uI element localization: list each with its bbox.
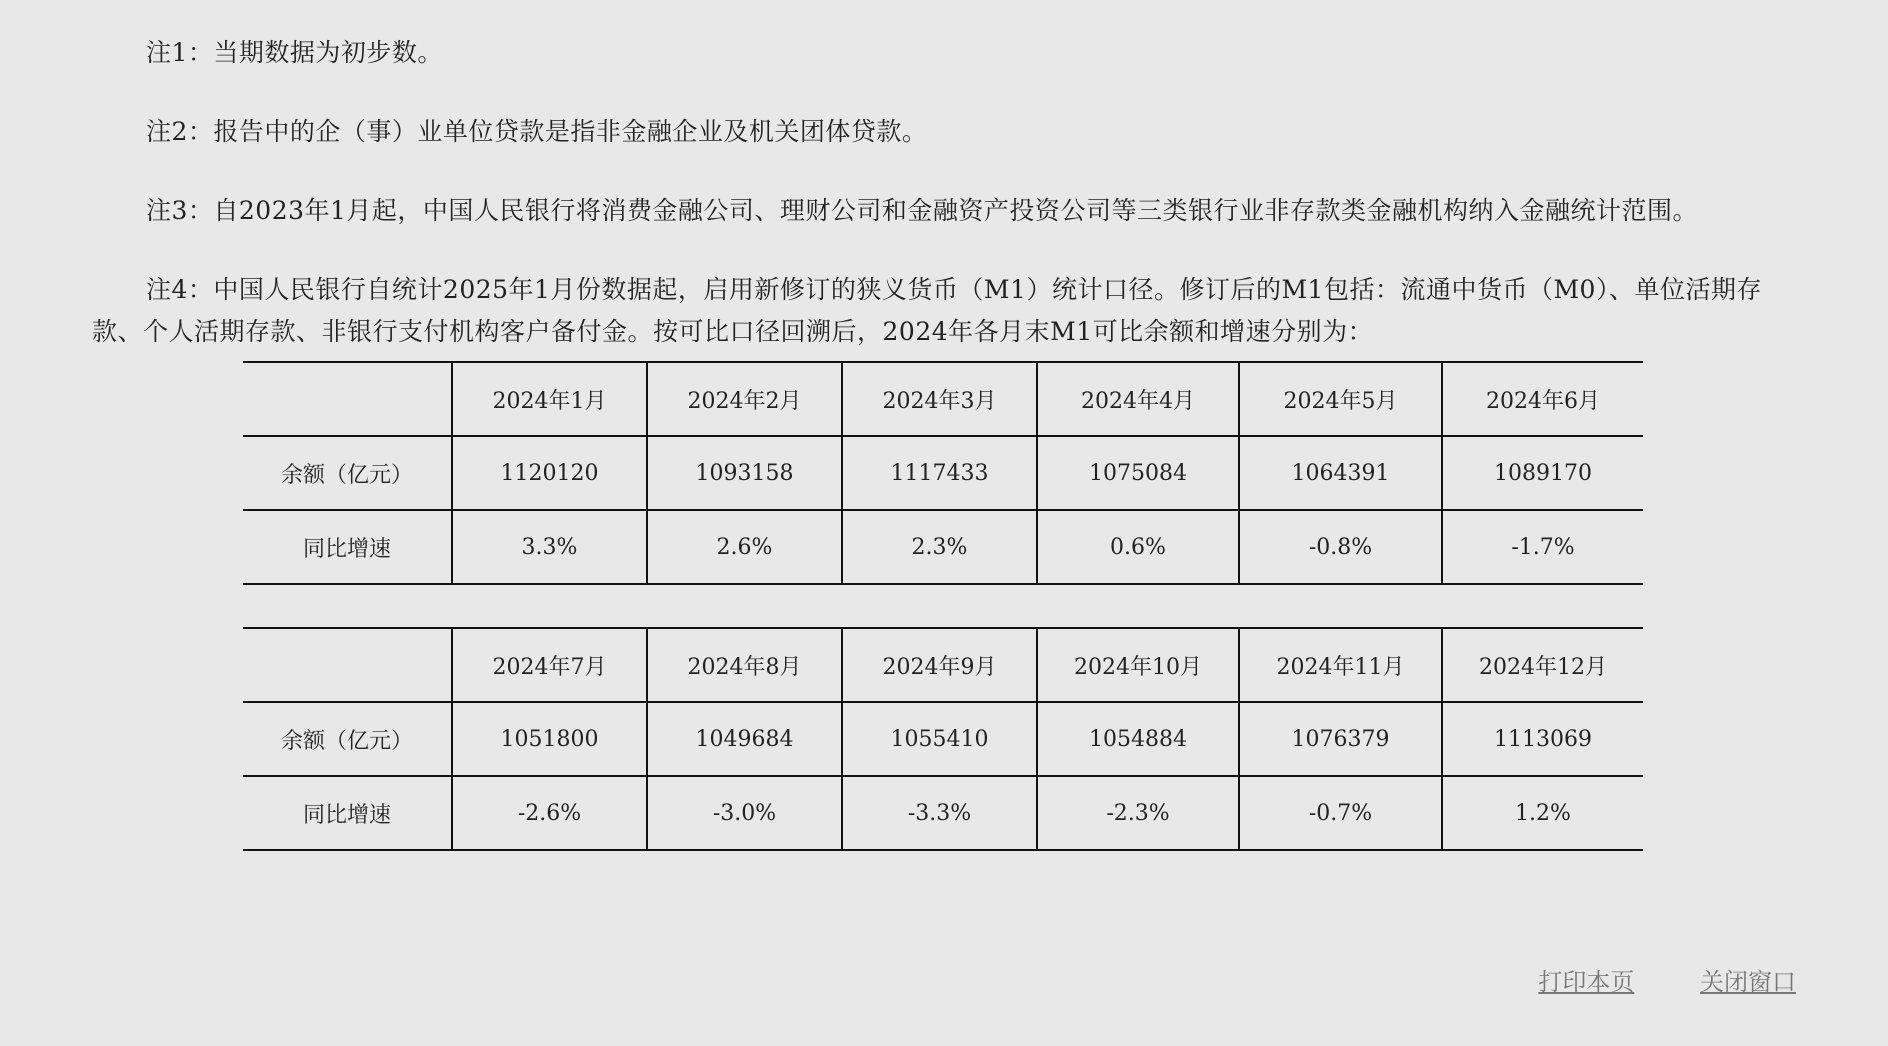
month-header: 2024年3月 (842, 362, 1037, 436)
month-header: 2024年11月 (1239, 628, 1442, 702)
month-header: 2024年12月 (1442, 628, 1643, 702)
balance-cell: 1055410 (842, 702, 1037, 776)
note-1: 注1：当期数据为初步数。 (146, 38, 443, 67)
balance-cell: 1051800 (452, 702, 647, 776)
close-window-link[interactable]: 关闭窗口 (1700, 968, 1796, 996)
row-label: 余额（亿元） (243, 436, 452, 510)
balance-cell: 1117433 (842, 436, 1037, 510)
growth-row (243, 776, 1643, 850)
table-corner-cell (243, 628, 452, 702)
balance-cell: 1075084 (1037, 436, 1239, 510)
note-4: 注4：中国人民银行自统计2025年1月份数据起，启用新修订的狭义货币（M1）统计口径。修订后的M1包括：流通中货币（M0）、单位活期存款、个人活期存款、非银行支付机构客户备付金。按可比口径回溯后，2024年各月末M1可比余额和增速分别为： (92, 275, 1762, 346)
month-header: 2024年5月 (1239, 362, 1442, 436)
month-header: 2024年7月 (452, 628, 647, 702)
balance-cell: 1049684 (647, 702, 842, 776)
growth-cell: -0.7% (1239, 776, 1442, 850)
growth-cell: 2.6% (647, 510, 842, 584)
month-header: 2024年10月 (1037, 628, 1239, 702)
balance-row (243, 702, 1643, 776)
growth-cell: 2.3% (842, 510, 1037, 584)
growth-cell: 3.3% (452, 510, 647, 584)
table-header-row (243, 362, 1643, 436)
row-label: 余额（亿元） (243, 702, 452, 776)
growth-cell: -1.7% (1442, 510, 1643, 584)
note-3: 注3：自2023年1月起，中国人民银行将消费金融公司、理财公司和金融资产投资公司等三类银行业非存款类金融机构纳入金融统计范围。 (146, 196, 1698, 225)
month-header: 2024年6月 (1442, 362, 1643, 436)
balance-cell: 1113069 (1442, 702, 1643, 776)
month-header: 2024年1月 (452, 362, 647, 436)
balance-cell: 1064391 (1239, 436, 1442, 510)
balance-cell: 1054884 (1037, 702, 1239, 776)
month-header: 2024年2月 (647, 362, 842, 436)
row-label: 同比增速 (243, 510, 452, 584)
print-page-link[interactable]: 打印本页 (1538, 968, 1635, 996)
row-label: 同比增速 (243, 776, 452, 850)
growth-row (243, 510, 1643, 584)
balance-row (243, 436, 1643, 510)
balance-cell: 1120120 (452, 436, 647, 510)
page-actions (1480, 962, 1796, 997)
note-2: 注2：报告中的企（事）业单位贷款是指非金融企业及机关团体贷款。 (146, 117, 928, 146)
table-header-row (243, 628, 1643, 702)
month-header: 2024年9月 (842, 628, 1037, 702)
growth-cell: -3.3% (842, 776, 1037, 850)
growth-cell: 0.6% (1037, 510, 1239, 584)
balance-cell: 1089170 (1442, 436, 1643, 510)
balance-cell: 1076379 (1239, 702, 1442, 776)
notes-section (92, 32, 1796, 851)
growth-cell: -3.0% (647, 776, 842, 850)
month-header: 2024年4月 (1037, 362, 1239, 436)
m1-table-h1 (243, 361, 1643, 585)
growth-cell: -2.3% (1037, 776, 1239, 850)
growth-cell: -2.6% (452, 776, 647, 850)
month-header: 2024年8月 (647, 628, 842, 702)
table-corner-cell (243, 362, 452, 436)
m1-table-h2 (243, 627, 1643, 851)
balance-cell: 1093158 (647, 436, 842, 510)
growth-cell: -0.8% (1239, 510, 1442, 584)
growth-cell: 1.2% (1442, 776, 1643, 850)
